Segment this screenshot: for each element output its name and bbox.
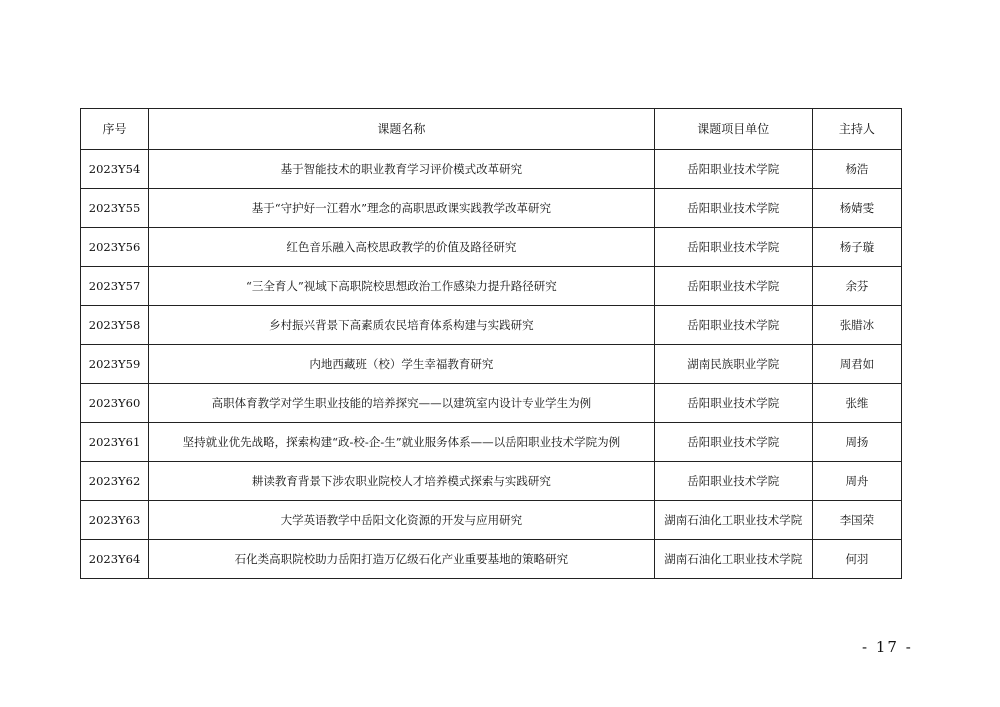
table-row — [81, 423, 902, 462]
cell-topic-name: 基于智能技术的职业教育学习评价模式改革研究 — [149, 150, 655, 189]
cell-unit: 岳阳职业技术学院 — [654, 228, 812, 267]
cell-unit: 湖南石油化工职业技术学院 — [654, 501, 812, 540]
cell-host: 杨子璇 — [812, 228, 901, 267]
table-header-row — [81, 109, 902, 150]
cell-host: 余芬 — [812, 267, 901, 306]
cell-host: 李国荣 — [812, 501, 901, 540]
cell-host: 周舟 — [812, 462, 901, 501]
cell-topic-name: 乡村振兴背景下高素质农民培育体系构建与实践研究 — [149, 306, 655, 345]
project-table — [80, 108, 902, 579]
cell-serial: 2023Y57 — [81, 267, 149, 306]
cell-topic-name: 基于“守护好一江碧水”理念的高职思政课实践教学改革研究 — [149, 189, 655, 228]
project-table-container — [80, 108, 902, 579]
table-row — [81, 501, 902, 540]
cell-serial: 2023Y56 — [81, 228, 149, 267]
cell-unit: 岳阳职业技术学院 — [654, 150, 812, 189]
cell-unit: 湖南民族职业学院 — [654, 345, 812, 384]
header-serial: 序号 — [81, 109, 149, 150]
cell-host: 周扬 — [812, 423, 901, 462]
cell-serial: 2023Y55 — [81, 189, 149, 228]
cell-topic-name: 石化类高职院校助力岳阳打造万亿级石化产业重要基地的策略研究 — [149, 540, 655, 579]
cell-serial: 2023Y63 — [81, 501, 149, 540]
cell-topic-name: 高职体育教学对学生职业技能的培养探究——以建筑室内设计专业学生为例 — [149, 384, 655, 423]
table-row — [81, 540, 902, 579]
cell-unit: 岳阳职业技术学院 — [654, 306, 812, 345]
cell-host: 张维 — [812, 384, 901, 423]
cell-unit: 湖南石油化工职业技术学院 — [654, 540, 812, 579]
cell-topic-name: 耕读教育背景下涉农职业院校人才培养模式探索与实践研究 — [149, 462, 655, 501]
table-row — [81, 384, 902, 423]
cell-unit: 岳阳职业技术学院 — [654, 384, 812, 423]
cell-host: 何羽 — [812, 540, 901, 579]
cell-serial: 2023Y61 — [81, 423, 149, 462]
cell-serial: 2023Y64 — [81, 540, 149, 579]
table-row — [81, 345, 902, 384]
cell-host: 周君如 — [812, 345, 901, 384]
header-host: 主持人 — [812, 109, 901, 150]
cell-unit: 岳阳职业技术学院 — [654, 462, 812, 501]
cell-unit: 岳阳职业技术学院 — [654, 267, 812, 306]
cell-unit: 岳阳职业技术学院 — [654, 189, 812, 228]
table-row — [81, 462, 902, 501]
cell-host: 杨婧雯 — [812, 189, 901, 228]
cell-topic-name: 坚持就业优先战略，探索构建“政-校-企-生”就业服务体系——以岳阳职业技术学院为例 — [149, 423, 655, 462]
table-row — [81, 228, 902, 267]
cell-serial: 2023Y62 — [81, 462, 149, 501]
cell-serial: 2023Y60 — [81, 384, 149, 423]
cell-topic-name: 大学英语教学中岳阳文化资源的开发与应用研究 — [149, 501, 655, 540]
page-number: - 17 - — [862, 638, 913, 656]
table-row — [81, 267, 902, 306]
cell-serial: 2023Y59 — [81, 345, 149, 384]
table-row — [81, 306, 902, 345]
table-row — [81, 150, 902, 189]
cell-serial: 2023Y58 — [81, 306, 149, 345]
table-row — [81, 189, 902, 228]
cell-host: 张腊冰 — [812, 306, 901, 345]
header-unit: 课题项目单位 — [654, 109, 812, 150]
cell-serial: 2023Y54 — [81, 150, 149, 189]
header-topic-name: 课题名称 — [149, 109, 655, 150]
cell-unit: 岳阳职业技术学院 — [654, 423, 812, 462]
cell-topic-name: 内地西藏班（校）学生幸福教育研究 — [149, 345, 655, 384]
cell-topic-name: 红色音乐融入高校思政教学的价值及路径研究 — [149, 228, 655, 267]
cell-topic-name: “三全育人”视域下高职院校思想政治工作感染力提升路径研究 — [149, 267, 655, 306]
cell-host: 杨浩 — [812, 150, 901, 189]
